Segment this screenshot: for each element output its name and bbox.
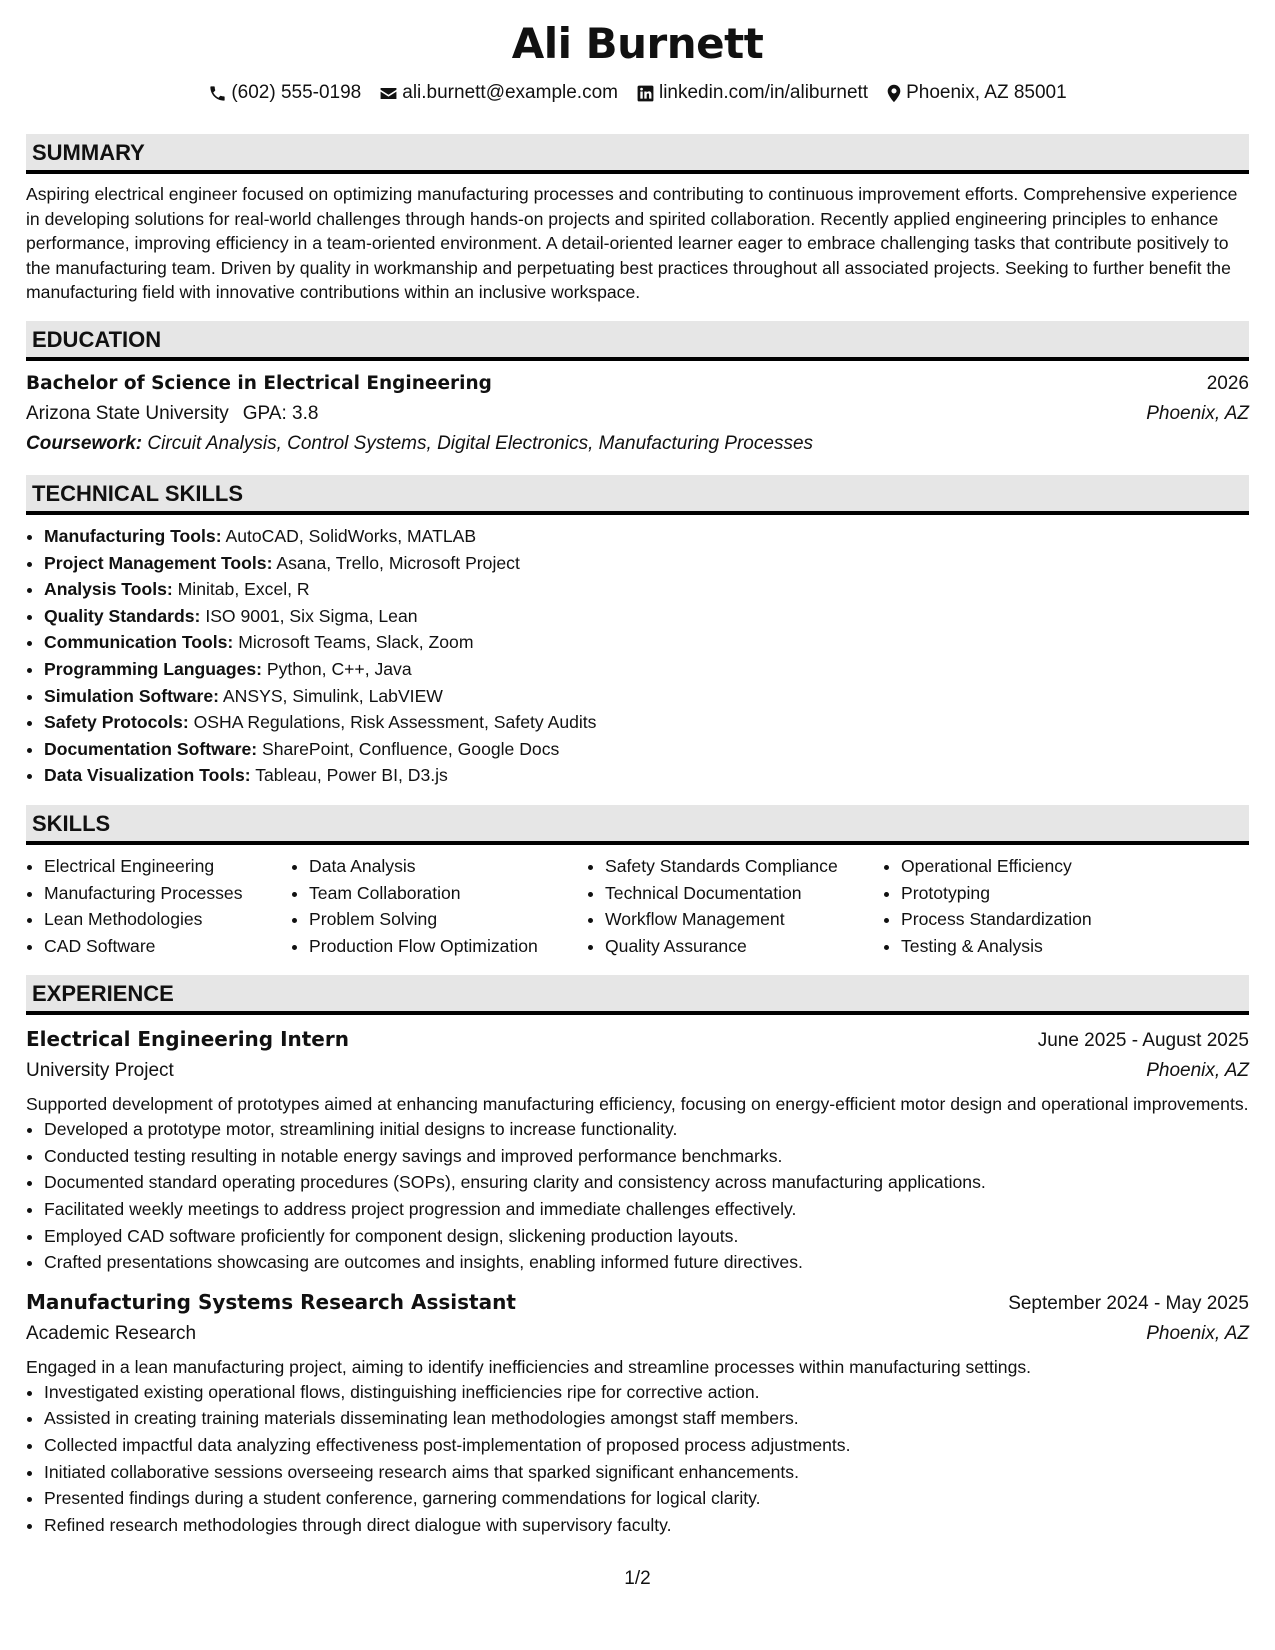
- list-item: • Developed a prototype motor, streamlining initial designs to increase functionality.: [44, 1116, 1249, 1143]
- list-item: [44, 523, 1249, 550]
- skill-value: Minitab, Excel, R: [177, 579, 310, 600]
- contact-location: [886, 80, 1067, 106]
- education-row-2: [26, 399, 1249, 429]
- summary-heading: SUMMARY: [26, 134, 1249, 174]
- skills-column-4: [883, 853, 1201, 959]
- skills-column-3: [587, 853, 883, 959]
- coursework-list: Circuit Analysis, Control Systems, Digital Electronics, Manufacturing Processes: [147, 432, 814, 454]
- list-item: • Crafted presentations showcasing are outcomes and insights, enabling informed future directives.: [44, 1249, 1249, 1276]
- skill-label: Quality Standards:: [44, 605, 201, 626]
- list-item: • Testing & Analysis: [901, 933, 1201, 960]
- page-number: 1/2: [624, 1568, 651, 1589]
- job-dates: June 2025 - August 2025: [1037, 1030, 1249, 1052]
- skill-label: Simulation Software:: [44, 685, 219, 706]
- list-item: [44, 576, 1249, 603]
- list-item: • Data Analysis: [309, 853, 587, 880]
- technical-skills-list: [26, 523, 1249, 789]
- job-org: University Project: [26, 1060, 174, 1082]
- skills-grid: [26, 853, 1249, 959]
- list-item: • Initiated collaborative sessions overseeing research aims that sparked significant enhancements.: [44, 1459, 1249, 1486]
- coursework-line: [26, 429, 1249, 459]
- list-item: • Conducted testing resulting in notable energy savings and improved performance benchmarks.: [44, 1143, 1249, 1170]
- skills-heading: SKILLS: [26, 805, 1249, 845]
- job-title: Electrical Engineering Intern: [26, 1027, 349, 1052]
- skill-label: Manufacturing Tools:: [44, 525, 222, 546]
- job-location: Phoenix, AZ: [1146, 1060, 1249, 1082]
- education-section: [26, 321, 1249, 459]
- skill-value: AutoCAD, SolidWorks, MATLAB: [225, 525, 477, 546]
- list-item: • Electrical Engineering: [44, 853, 291, 880]
- contact-phone[interactable]: [208, 80, 361, 106]
- list-item: • Refined research methodologies through direct dialogue with supervisory faculty.: [44, 1512, 1249, 1539]
- skills-section: [26, 805, 1249, 959]
- list-item: • Collected impactful data analyzing effectiveness post-implementation of proposed process adjustments.: [44, 1432, 1249, 1459]
- candidate-name: Ali Burnett: [511, 19, 764, 68]
- job-org: Academic Research: [26, 1322, 197, 1344]
- list-item: • Technical Documentation: [605, 880, 883, 907]
- email-text: ali.burnett@example.com: [402, 82, 618, 103]
- list-item: • CAD Software: [44, 933, 291, 960]
- list-item: • Prototyping: [901, 880, 1201, 907]
- job-location: Phoenix, AZ: [1146, 1322, 1249, 1344]
- skill-value: Python, C++, Java: [266, 658, 412, 679]
- skills-column-2: [291, 853, 587, 959]
- list-item: • Employed CAD software proficiently for component design, slickening production layouts.: [44, 1223, 1249, 1250]
- skill-value: Tableau, Power BI, D3.js: [255, 765, 448, 786]
- education-heading: EDUCATION: [26, 321, 1249, 361]
- summary-text: Aspiring electrical engineer focused on optimizing manufacturing processes and contributing to continuous improvement efforts. Comprehensive experience in developing solutions for real-world challenges through hands-on projects and spirited collaboration. Recently applied engineering principles to enhance performance, improving efficiency in a team-oriented environment. A detail-oriented learner eager to embrace challenging tasks that contribute positively to the manufacturing team. Driven by quality in workmanship and perpetuating best practices throughout all associated projects. Seeking to further benefit the manufacturing field with innovative contributions within an inclusive workspace.: [26, 184, 1238, 303]
- resume-page: [26, 16, 1249, 1548]
- linkedin-icon: [636, 84, 655, 103]
- skill-value: Microsoft Teams, Slack, Zoom: [238, 632, 474, 653]
- degree-title: Bachelor of Science in Electrical Engineering: [26, 372, 492, 394]
- map-pin-icon: [886, 84, 902, 103]
- list-item: [44, 683, 1249, 710]
- education-row-1: [26, 369, 1249, 399]
- skill-label: Documentation Software:: [44, 738, 258, 759]
- skill-label: Analysis Tools:: [44, 579, 173, 600]
- technical-skills-heading: TECHNICAL SKILLS: [26, 475, 1249, 515]
- list-item: • Documented standard operating procedures (SOPs), ensuring clarity and consistency across manufacturing applications.: [44, 1169, 1249, 1196]
- list-item: [44, 709, 1249, 736]
- list-item: [44, 550, 1249, 577]
- coursework-label: Coursework:: [26, 432, 143, 454]
- job-entry: [26, 1023, 1249, 1276]
- list-item: • Facilitated weekly meetings to address project progression and immediate challenges effectively.: [44, 1196, 1249, 1223]
- skill-value: ISO 9001, Six Sigma, Lean: [205, 605, 418, 626]
- list-item: • Lean Methodologies: [44, 906, 291, 933]
- skill-label: Data Visualization Tools:: [44, 765, 251, 786]
- contact-bar: [26, 80, 1249, 106]
- list-item: [44, 762, 1249, 789]
- list-item: • Investigated existing operational flows, distinguishing inefficiencies ripe for corrective action.: [44, 1379, 1249, 1406]
- school-name: Arizona State University: [26, 402, 229, 424]
- job-title-row: [26, 1286, 1249, 1319]
- list-item: • Assisted in creating training materials disseminating lean methodologies amongst staff members.: [44, 1405, 1249, 1432]
- skill-label: Communication Tools:: [44, 632, 234, 653]
- contact-linkedin[interactable]: [636, 80, 868, 106]
- contact-email[interactable]: [379, 80, 618, 106]
- list-item: • Problem Solving: [309, 906, 587, 933]
- skill-value: Asana, Trello, Microsoft Project: [276, 552, 520, 573]
- skill-value: ANSYS, Simulink, LabVIEW: [222, 685, 443, 706]
- skill-value: OSHA Regulations, Risk Assessment, Safety Audits: [193, 712, 597, 733]
- experience-section: [26, 975, 1249, 1538]
- job-description: Supported development of prototypes aimed at enhancing manufacturing efficiency, focusing on energy-efficient motor design and operational improvements.: [26, 1094, 1249, 1115]
- technical-skills-section: [26, 475, 1249, 789]
- list-item: • Team Collaboration: [309, 880, 587, 907]
- list-item: • Workflow Management: [605, 906, 883, 933]
- skill-label: Safety Protocols:: [44, 712, 189, 733]
- summary-section: [26, 134, 1249, 305]
- skills-column-1: [26, 853, 291, 959]
- list-item: • Production Flow Optimization: [309, 933, 587, 960]
- job-org-row: [26, 1319, 1249, 1349]
- job-entry: [26, 1286, 1249, 1539]
- list-item: • Safety Standards Compliance: [605, 853, 883, 880]
- list-item: • Manufacturing Processes: [44, 880, 291, 907]
- list-item: • Quality Assurance: [605, 933, 883, 960]
- job-description: Engaged in a lean manufacturing project, aiming to identify inefficiencies and streamline processes within manufacturing settings.: [26, 1356, 1032, 1377]
- school-line: [26, 399, 318, 429]
- list-item: [44, 629, 1249, 656]
- list-item: • Process Standardization: [901, 906, 1201, 933]
- gpa: GPA: 3.8: [242, 402, 319, 424]
- skill-label: Project Management Tools:: [44, 552, 273, 573]
- phone-text: (602) 555-0198: [231, 82, 362, 103]
- job-title-row: [26, 1023, 1249, 1056]
- experience-heading: EXPERIENCE: [26, 975, 1249, 1015]
- job-dates: September 2024 - May 2025: [1008, 1292, 1249, 1314]
- phone-icon: [208, 84, 227, 103]
- list-item: [44, 603, 1249, 630]
- location-text: Phoenix, AZ 85001: [906, 82, 1067, 103]
- skill-value: SharePoint, Confluence, Google Docs: [261, 738, 560, 759]
- job-title: Manufacturing Systems Research Assistant: [26, 1289, 516, 1314]
- job-bullets: [26, 1379, 1249, 1539]
- list-item: [44, 656, 1249, 683]
- graduation-year: 2026: [1206, 372, 1249, 394]
- linkedin-text: linkedin.com/in/aliburnett: [658, 82, 869, 103]
- list-item: [44, 736, 1249, 763]
- skill-label: Programming Languages:: [44, 658, 262, 679]
- school-location: Phoenix, AZ: [1146, 402, 1249, 424]
- list-item: • Operational Efficiency: [901, 853, 1201, 880]
- envelope-icon: [379, 84, 398, 103]
- list-item: • Presented findings during a student conference, garnering commendations for logical clarity.: [44, 1485, 1249, 1512]
- job-org-row: [26, 1056, 1249, 1086]
- job-bullets: [26, 1116, 1249, 1276]
